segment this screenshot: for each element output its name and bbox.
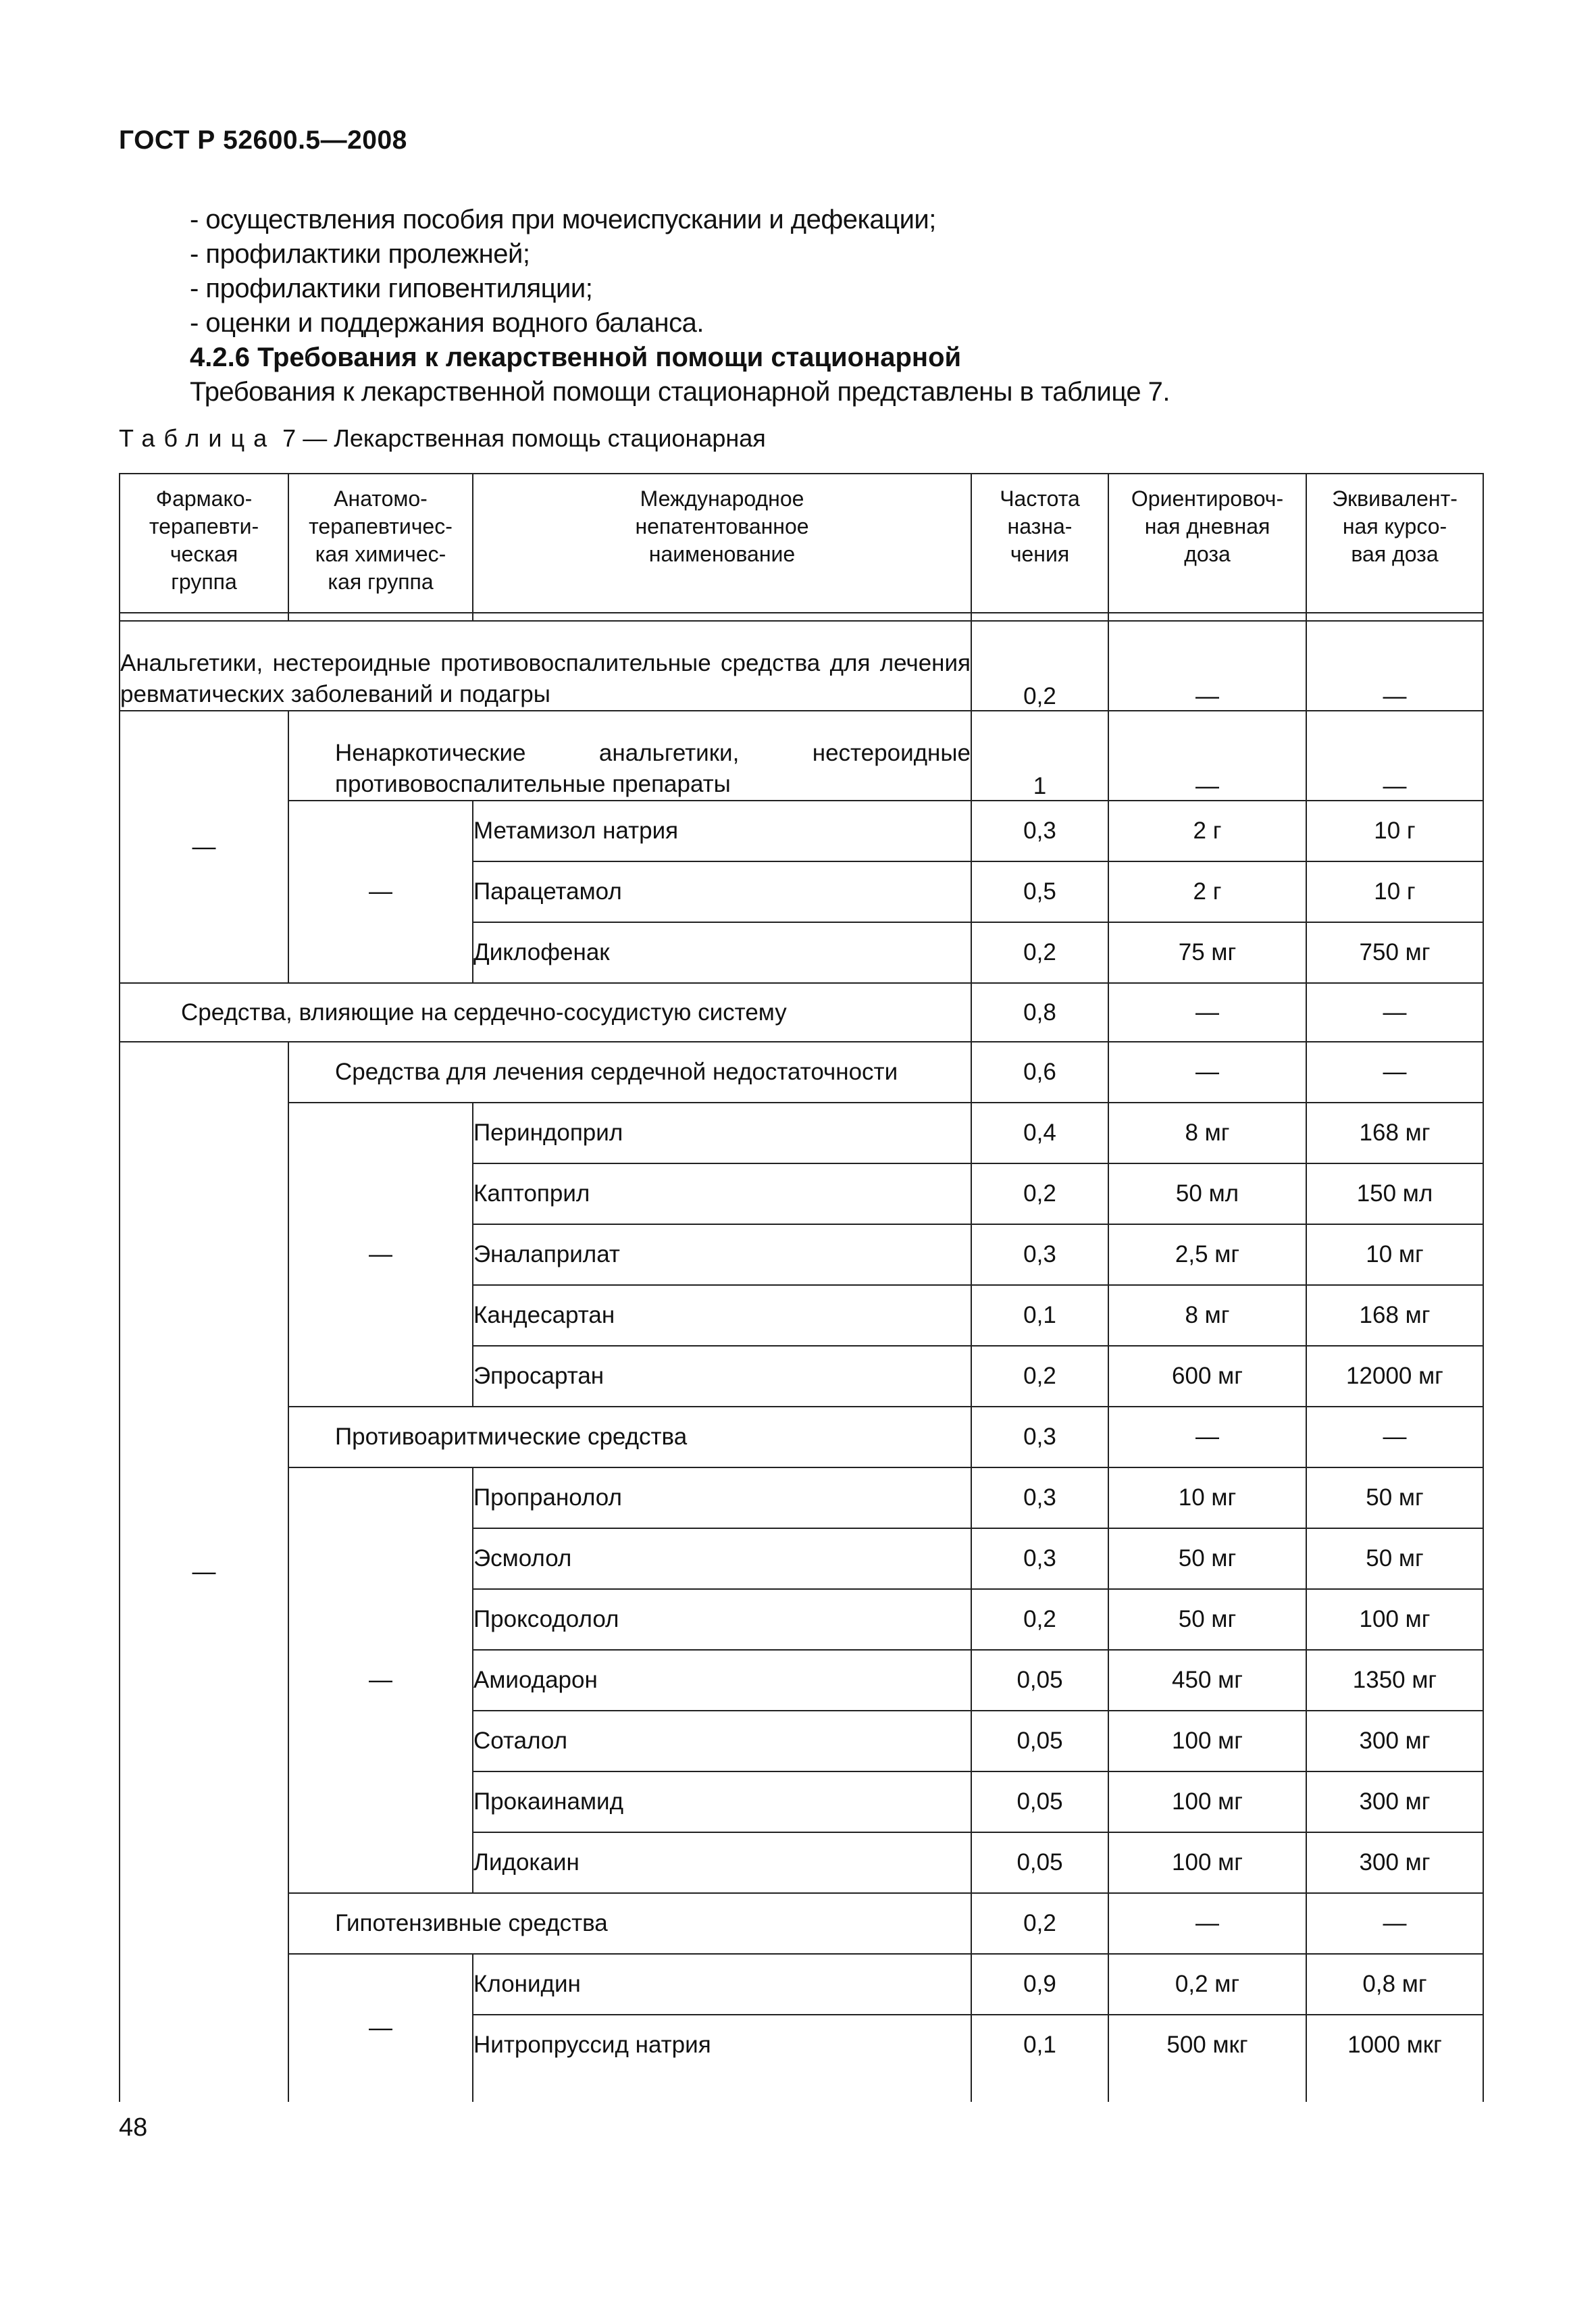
drug-name: Пропранолол (473, 1467, 971, 1528)
daily-dose-cell: 8 мг (1108, 1285, 1306, 1346)
daily-dose-cell: 100 мг (1108, 1711, 1306, 1771)
table-row (120, 621, 1483, 711)
daily-dose-cell: 0,2 мг (1108, 1954, 1306, 2015)
frequency-cell: 0,1 (971, 1285, 1108, 1346)
daily-dose-cell: 10 мг (1108, 1467, 1306, 1528)
drug-name: Кандесартан (473, 1285, 971, 1346)
bullet-item: - осуществления пособия при мочеиспускании и дефекации; (190, 205, 936, 234)
course-dose-cell: — (1306, 1407, 1483, 1467)
frequency-cell: 0,9 (971, 1954, 1108, 2015)
pharm-group-cell: — (120, 1042, 288, 2102)
course-dose-cell: — (1306, 711, 1483, 801)
drug-name: Эналаприлат (473, 1224, 971, 1285)
frequency-cell: 0,3 (971, 1407, 1108, 1467)
course-dose-cell: 100 мг (1306, 1589, 1483, 1650)
frequency-cell: 0,8 (971, 983, 1108, 1042)
course-dose-cell: 168 мг (1306, 1103, 1483, 1163)
drug-name: Лидокаин (473, 1832, 971, 1893)
group-name: Средства, влияющие на сердечно-сосудистую систему (120, 983, 971, 1042)
subgroup-name: Противоаритмические средства (288, 1407, 971, 1467)
frequency-cell: 0,1 (971, 2015, 1108, 2102)
header-pharm-group: Фармако- терапевти- ческая группа (120, 474, 288, 613)
bullet-item: - оценки и поддержания водного баланса. (190, 308, 704, 338)
course-dose-cell: 168 мг (1306, 1285, 1483, 1346)
header-daily-dose: Ориентировоч- ная дневная доза (1108, 474, 1306, 613)
table-row (120, 1407, 1483, 1467)
daily-dose-cell: 50 мг (1108, 1528, 1306, 1589)
table-row (120, 983, 1483, 1042)
frequency-cell: 0,5 (971, 861, 1108, 922)
frequency-cell: 0,3 (971, 801, 1108, 861)
daily-dose-cell: 500 мкг (1108, 2015, 1306, 2102)
daily-dose-cell: — (1108, 1407, 1306, 1467)
table-caption (119, 424, 766, 453)
section-text: Требования к лекарственной помощи стационарной представлены в таблице 7. (190, 377, 1170, 407)
course-dose-cell: 150 мл (1306, 1163, 1483, 1224)
course-dose-cell: 12000 мг (1306, 1346, 1483, 1407)
drug-name: Метамизол натрия (473, 801, 971, 861)
drug-name: Диклофенак (473, 922, 971, 983)
daily-dose-cell: — (1108, 711, 1306, 801)
header-frequency: Частота назна- чения (971, 474, 1108, 613)
table-row (120, 801, 1483, 861)
daily-dose-cell: 100 мг (1108, 1832, 1306, 1893)
frequency-cell: 0,2 (971, 1346, 1108, 1407)
drug-name: Парацетамол (473, 861, 971, 922)
bullet-item: - профилактики гиповентиляции; (190, 274, 593, 303)
course-dose-cell: 10 г (1306, 861, 1483, 922)
drug-name: Соталол (473, 1711, 971, 1771)
header-atc-group: Анатомо- терапевтичес- кая химичес- кая группа (288, 474, 473, 613)
intro-text (190, 203, 1473, 409)
daily-dose-cell: 75 мг (1108, 922, 1306, 983)
atc-group-cell: — (288, 1467, 473, 1893)
course-dose-cell: 50 мг (1306, 1467, 1483, 1528)
frequency-cell: 0,05 (971, 1832, 1108, 1893)
drug-name: Проксодолол (473, 1589, 971, 1650)
course-dose-cell: 1000 мкг (1306, 2015, 1483, 2102)
course-dose-cell: 750 мг (1306, 922, 1483, 983)
table-row (120, 1042, 1483, 1103)
drug-table (119, 473, 1484, 2102)
frequency-cell: 0,3 (971, 1224, 1108, 1285)
frequency-cell: 1 (971, 711, 1108, 801)
daily-dose-cell: — (1108, 1893, 1306, 1954)
subgroup-name: Ненаркотические анальгетики, нестероидные противовоспалительные препараты (288, 711, 971, 801)
page-number: 48 (119, 2113, 148, 2142)
daily-dose-cell: — (1108, 983, 1306, 1042)
document-code: ГОСТ Р 52600.5—2008 (119, 126, 407, 155)
drug-name: Прокаинамид (473, 1771, 971, 1832)
daily-dose-cell: 2,5 мг (1108, 1224, 1306, 1285)
drug-name: Каптоприл (473, 1163, 971, 1224)
table-header-row (120, 474, 1483, 613)
daily-dose-cell: 8 мг (1108, 1103, 1306, 1163)
frequency-cell: 0,2 (971, 621, 1108, 711)
daily-dose-cell: 450 мг (1108, 1650, 1306, 1711)
group-name: Анальгетики, нестероидные противовоспалительные средства для лечения ревматических заболеваний и подагры (120, 621, 971, 711)
drug-name: Нитропруссид натрия (473, 2015, 971, 2102)
section-title: 4.2.6 Требования к лекарственной помощи стационарной (190, 343, 962, 372)
pharm-group-cell: — (120, 711, 288, 983)
daily-dose-cell: 50 мл (1108, 1163, 1306, 1224)
subgroup-name: Гипотензивные средства (288, 1893, 971, 1954)
course-dose-cell: 0,8 мг (1306, 1954, 1483, 2015)
course-dose-cell: 300 мг (1306, 1711, 1483, 1771)
daily-dose-cell: 50 мг (1108, 1589, 1306, 1650)
subgroup-name: Средства для лечения сердечной недостаточности (288, 1042, 971, 1103)
header-separator (120, 613, 1483, 621)
frequency-cell: 0,2 (971, 1589, 1108, 1650)
daily-dose-cell: — (1108, 621, 1306, 711)
table-row (120, 1954, 1483, 2015)
daily-dose-cell: 2 г (1108, 861, 1306, 922)
course-dose-cell: — (1306, 1042, 1483, 1103)
drug-name: Амиодарон (473, 1650, 971, 1711)
frequency-cell: 0,05 (971, 1650, 1108, 1711)
course-dose-cell: 10 г (1306, 801, 1483, 861)
drug-name: Клонидин (473, 1954, 971, 2015)
frequency-cell: 0,6 (971, 1042, 1108, 1103)
table-row (120, 1893, 1483, 1954)
frequency-cell: 0,4 (971, 1103, 1108, 1163)
frequency-cell: 0,2 (971, 1163, 1108, 1224)
course-dose-cell: — (1306, 621, 1483, 711)
table-caption-label: Таблица (119, 424, 276, 452)
atc-group-cell: — (288, 1103, 473, 1407)
table-caption-text: 7 — Лекарственная помощь стационарная (282, 424, 766, 452)
course-dose-cell: 300 мг (1306, 1771, 1483, 1832)
atc-group-cell: — (288, 801, 473, 983)
course-dose-cell: — (1306, 1893, 1483, 1954)
header-inn: Международное непатентованное наименование (473, 474, 971, 613)
frequency-cell: 0,2 (971, 1893, 1108, 1954)
daily-dose-cell: 2 г (1108, 801, 1306, 861)
course-dose-cell: — (1306, 983, 1483, 1042)
drug-name: Эсмолол (473, 1528, 971, 1589)
course-dose-cell: 10 мг (1306, 1224, 1483, 1285)
bullet-item: - профилактики пролежней; (190, 239, 530, 269)
table-row (120, 711, 1483, 801)
daily-dose-cell: 600 мг (1108, 1346, 1306, 1407)
drug-name: Эпросартан (473, 1346, 971, 1407)
daily-dose-cell: — (1108, 1042, 1306, 1103)
frequency-cell: 0,05 (971, 1771, 1108, 1832)
table-row (120, 1467, 1483, 1528)
table-row (120, 1103, 1483, 1163)
drug-name: Периндоприл (473, 1103, 971, 1163)
header-course-dose: Эквивалент- ная курсо- вая доза (1306, 474, 1483, 613)
course-dose-cell: 50 мг (1306, 1528, 1483, 1589)
frequency-cell: 0,2 (971, 922, 1108, 983)
frequency-cell: 0,05 (971, 1711, 1108, 1771)
frequency-cell: 0,3 (971, 1528, 1108, 1589)
course-dose-cell: 1350 мг (1306, 1650, 1483, 1711)
atc-group-cell: — (288, 1954, 473, 2102)
course-dose-cell: 300 мг (1306, 1832, 1483, 1893)
frequency-cell: 0,3 (971, 1467, 1108, 1528)
daily-dose-cell: 100 мг (1108, 1771, 1306, 1832)
